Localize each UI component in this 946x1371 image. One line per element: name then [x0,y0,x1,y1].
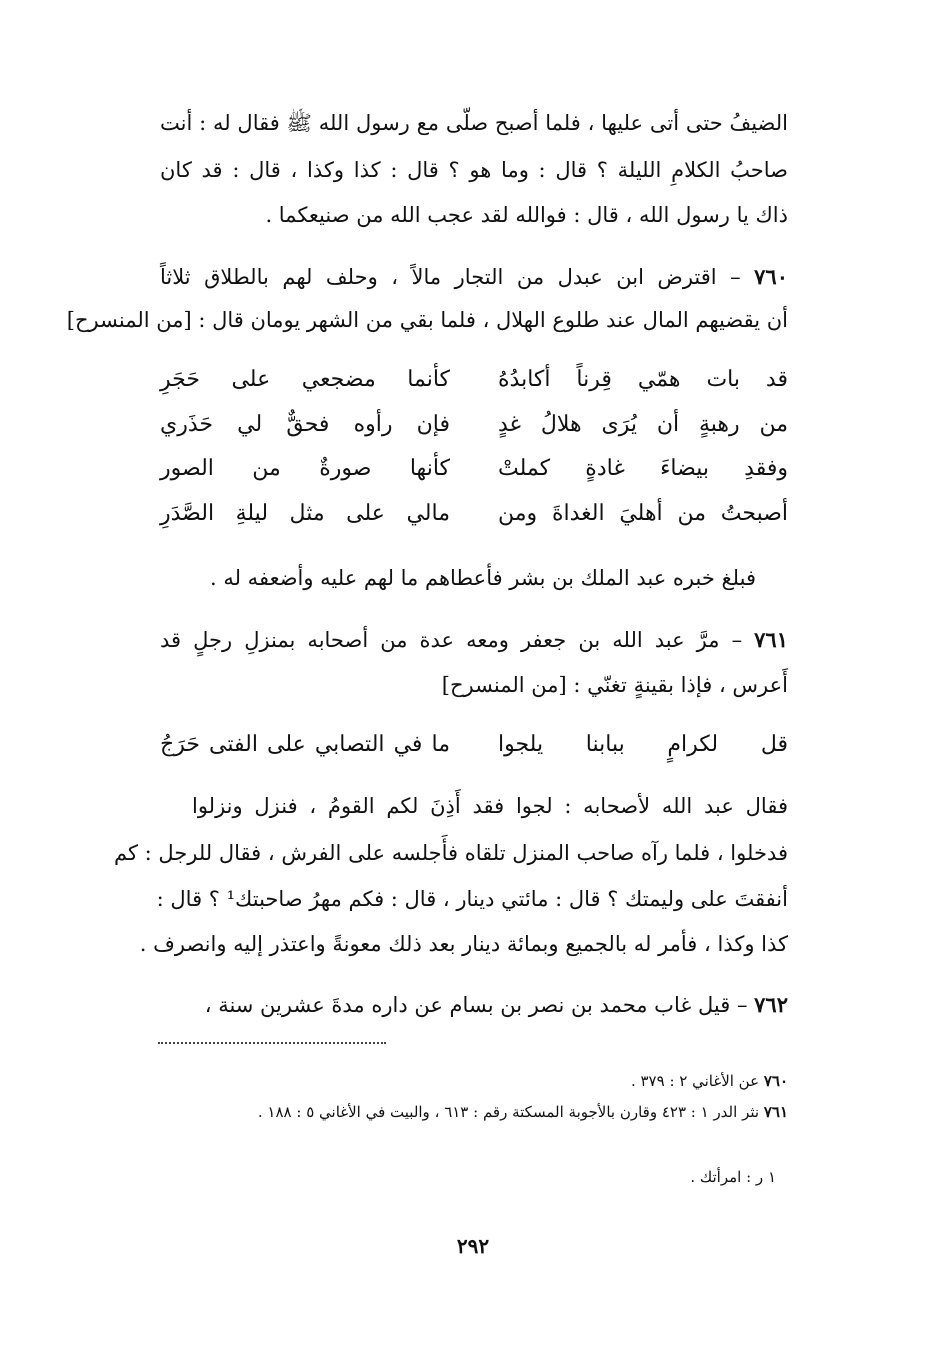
body-line: فقال عبد الله لأصحابه : لجوا فقد أَذِنَ لكم القومُ ، فنزل ونزلوا [192,794,788,818]
body-line: أنفقتَ على وليمتك ؟ قال : مائتي دينار ، قال : فكم مهرُ صاحبتك¹ ؟ قال : [156,887,788,911]
verse-first-hemistich: وفقدِ بيضاءَ غادةٍ كملتْ [498,456,788,481]
body-line: كذا وكذا ، فأمر له بالجميع وبمائة دينار بعد ذلك معونةً واعتذر إليه وانصرف . [139,932,788,956]
source-number: ٧٦١ [763,1103,788,1121]
verse-first-hemistich: قد بات همّي قِرناً أكابدُهُ [498,367,788,392]
body-line: ذاك يا رسول الله ، قال : فوالله لقد عجب الله من صنيعكما . [265,203,788,227]
verse-first-hemistich: أصبحتُ من أهليَ الغداةَ ومن [498,501,788,526]
page-number: ٢٩٢ [456,1234,490,1258]
poem-verse [160,363,788,397]
story-762-heading-line [160,990,788,1020]
source-note [160,1070,788,1092]
verse-first-hemistich: قل لكرامٍ ببابنا يلجوا [498,732,788,757]
body-text: – مرَّ عبد الله بن جعفر ومعه عدة من أصحابه بمنزلِ رجلٍ قد [160,628,743,652]
story-number: ٧٦٢ [754,992,788,1017]
source-note [160,1101,788,1123]
story-number: ٧٦١ [754,627,788,652]
body-line: فبلغ خبره عبد الملك بن بشر فأعطاهم ما لهم عليه وأضعفه له . [210,566,756,590]
story-761-heading-line [160,625,788,655]
body-text: – اقترض ابن عبدل من التجار مالاً ، وحلف لهم بالطلاق ثلاثاً [160,265,741,289]
verse-second-hemistich: كأنما مضجعي على حَجَرِ [160,367,450,392]
verse-second-hemistich: مالي على مثل ليلةِ الصَّدَرِ [160,501,450,526]
poem-verse [160,408,788,442]
body-line: صاحبُ الكلامِ الليلة ؟ قال : وما هو ؟ قال : كذا وكذا ، قال : قد كان [160,158,788,182]
body-line: أَعرس ، فإذا بقينةٍ تغنّي : [من المنسرح] [441,673,788,697]
poem-verse [160,497,788,531]
source-text: عن الأغاني ٢ : ٣٧٩ . [630,1072,760,1090]
verse-second-hemistich: فإن رأوه فحقٌّ لي حَذَري [160,412,450,437]
source-text: نثر الدر ١ : ٤٢٣ وقارن بالأجوبة المسكتة رقم : ٦١٣ ، والبيت في الأغاني ٥ : ١٨٨ . [257,1103,760,1121]
story-760-heading-line [160,262,788,292]
verse-second-hemistich: كأنها صورةٌ من الصور [160,456,450,481]
body-line: الضيفُ حتى أتى عليها ، فلما أصبح صلّى مع رسول الله ﷺ فقال له : أنت [160,111,788,135]
footnote: ١ ر : امرأتك . [690,1168,776,1186]
poem-verse [160,728,788,762]
body-line: فدخلوا ، فلما رآه صاحب المنزل تلقاه فأَجلسه على الفرش ، فقال للرجل : كم [113,841,788,865]
verse-second-hemistich: ما في التصابي على الفتى حَرَجُ [160,732,450,757]
body-line: أن يقضيهم المال عند طلوع الهلال ، فلما بقي من الشهر يومان قال : [من المنسرح] [66,308,788,332]
source-number: ٧٦٠ [763,1072,788,1090]
verse-first-hemistich: من رهبةٍ أن يُرَى هلالُ غدٍ [498,412,788,437]
poem-verse [160,452,788,486]
story-number: ٧٦٠ [754,264,788,289]
body-text: – قيل غاب محمد بن نصر بن بسام عن داره مدةَ عشرين سنة ، [204,993,748,1017]
footnote-separator [158,1042,386,1044]
